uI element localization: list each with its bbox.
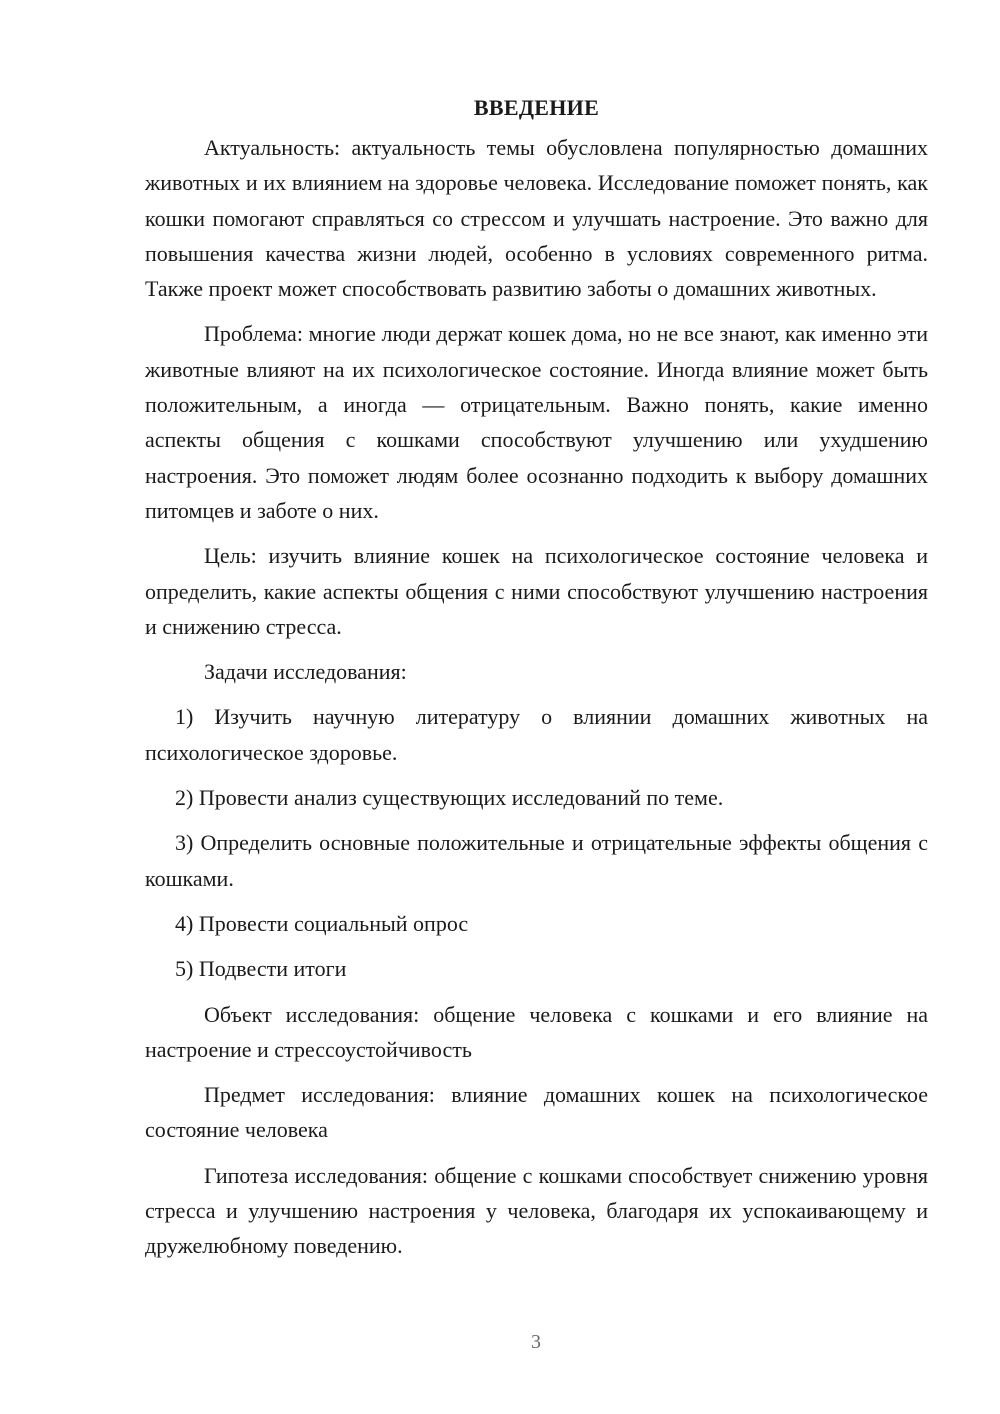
- document-page: [145, 92, 928, 1274]
- section-title: ВВЕДЕНИЕ: [473, 95, 600, 120]
- task-item-1: 1) Изучить научную литературу о влиянии домашних животных на психологическое здоровье.: [145, 704, 928, 765]
- goal-paragraph: Цель: изучить влияние кошек на психологическое состояние человека и определить, какие аспекты общения с ними способствуют улучшению настроения и снижению стресса.: [145, 543, 928, 639]
- object-paragraph: Объект исследования: общение человека с кошками и его влияние на настроение и стрессоустойчивость: [145, 1001, 928, 1062]
- relevance-paragraph: Актуальность: актуальность темы обусловлена популярностью домашних животных и их влиянием на здоровье человека. Исследование поможет понять, как кошки помогают справляться со стрессом и улучшать настроение. Это важно для повышения качества жизни людей, особенно в условиях современного ритма. Также проект может способствовать развитию заботы о домашних животных.: [145, 135, 928, 302]
- tasks-heading: Задачи исследования:: [204, 659, 407, 685]
- task-item-2: 2) Провести анализ существующих исследований по теме.: [175, 785, 724, 811]
- page-number: 3: [531, 1331, 541, 1353]
- task-item-5: 5) Подвести итоги: [175, 956, 347, 982]
- task-item-3: 3) Определить основные положительные и отрицательные эффекты общения с кошками.: [145, 830, 928, 891]
- task-item-4: 4) Провести социальный опрос: [175, 910, 469, 936]
- hypothesis-paragraph: Гипотеза исследования: общение с кошками способствует снижению уровня стресса и улучшению настроения у человека, благодаря их успокаивающему и дружелюбному поведению.: [145, 1162, 928, 1259]
- problem-paragraph: Проблема: многие люди держат кошек дома, но не все знают, как именно эти животные влияют на их психологическое состояние. Иногда влияние может быть положительным, а иногда — отрицательным. Важно понять, какие именно аспекты общения с кошками способствуют улучшению или ухудшению настроения. Это поможет людям более осознанно подходить к выбору домашних питомцев и заботе о них.: [145, 321, 928, 523]
- subject-paragraph: Предмет исследования: влияние домашних кошек на психологическое состояние человека: [145, 1082, 928, 1143]
